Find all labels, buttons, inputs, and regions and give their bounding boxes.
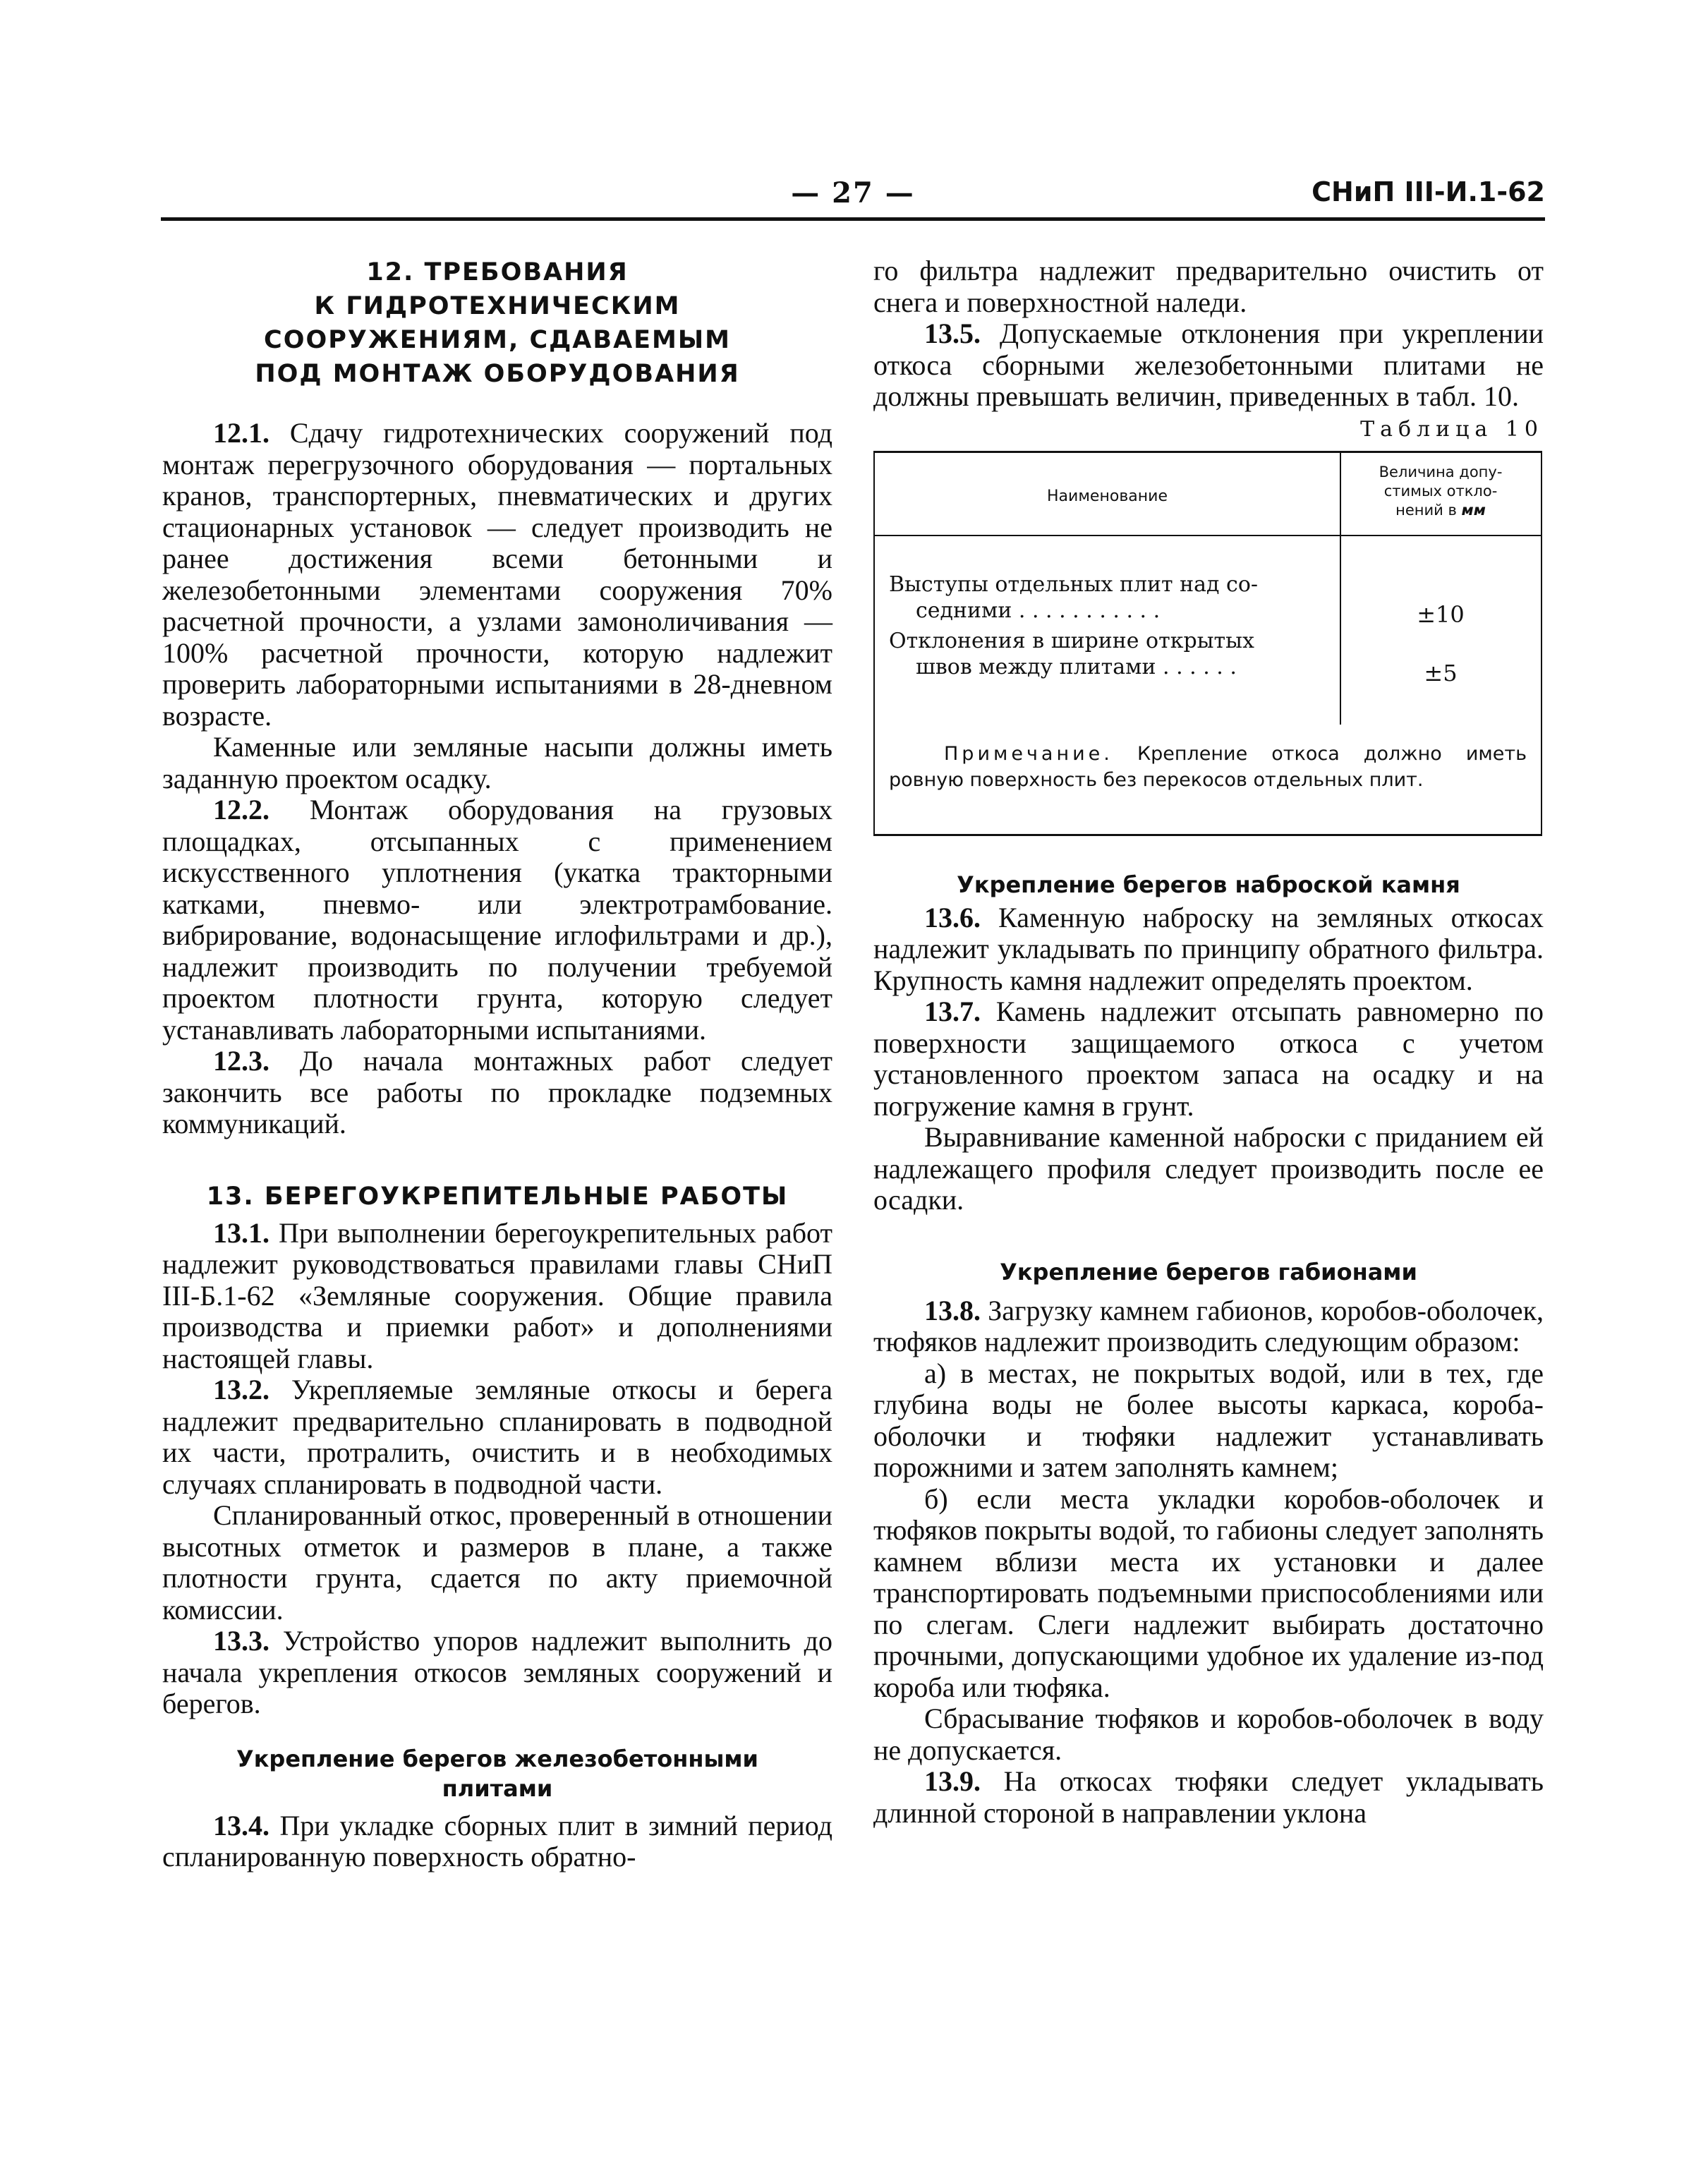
paragraph-12-3 [162,1046,832,1140]
table-header-unit: мм [1461,501,1486,519]
table-header-value-line: стимых откло- [1383,482,1498,500]
table-note [889,741,1527,793]
table-header-value-line: Величина допу- [1379,463,1503,480]
table-row-name: седними . . . . . . . . . . . [916,598,1161,623]
table-header-name: Наименование [1047,487,1168,505]
section-12-title [162,255,832,391]
table-row-name: Выступы отдельных плит над со- [889,571,1259,597]
page-header [161,176,1545,220]
paragraph-13-7b: Выравнивание каменной наброски с приданием ей надлежащего профиля следует производить после ее осадки. [873,1121,1544,1216]
clause-number: 13.8. [924,1294,981,1326]
paragraph-13-4 [162,1810,832,1873]
paragraph-12-2 [162,794,832,1046]
subsection-gabions: Укрепление берегов габионами [1000,1258,1417,1285]
table-header-value [1343,463,1538,520]
clause-number: 13.1. [213,1216,269,1249]
paragraph-12-1b: Каменные или земляные насыпи должны иметь заданную проектом осадку. [162,731,832,794]
paragraph-text: Сдачу гидротехнических сооружений под монтаж перегрузочного оборудования — портальных кранов, транспортерных, пневматических и других стационарных установок — следует производить не ранее достижения всеми бетонными и железобетонными элементами сооружения 70% расчетной прочности, а узлами замоноличивания — 100% расчетной прочности, которую надлежит проверить лабораторными испытаниями в 28-дневном возрасте. [162,417,832,732]
paragraph-12-1 [162,418,832,732]
paragraph-text: Допускаемые отклонения при укреплении откоса сборными железобетонными плитами не должны превышать величин, приведенных в табл. 10. [873,317,1544,412]
paragraph-13-2 [162,1374,832,1500]
section-12-title-line: 12. ТРЕБОВАНИЯ [366,258,629,286]
paragraph-13-5 [873,318,1544,413]
table-note-text: Крепление откоса должно иметь ровную поверхность без перекосов отдельных плит. [889,742,1527,791]
right-column [873,255,1544,1829]
subsection-title-line: Укрепление берегов железобетонными [236,1745,758,1772]
table-column-divider [1340,453,1341,725]
table-row-name: швов между плитами . . . . . . [916,654,1237,679]
table-header-value-line [1343,501,1538,520]
clause-number: 13.3. [213,1625,269,1657]
table-note-label: Примечание. [944,742,1113,765]
paragraph-text: Каменную наброску на земляных откосах надлежит укладывать по принципу обратного фильтра. Крупность камня надлежит определять проектом. [873,901,1544,996]
paragraph-text: Камень надлежит отсыпать равномерно по поверхности защищаемого откоса с учетом установленного проектом запаса на осадку и на погружение камня в грунт. [873,996,1544,1122]
clause-number: 13.9. [924,1765,981,1797]
left-column [162,255,832,1873]
paragraph-13-8c: Сбрасывание тюфяков и коробов-оболочек в воду не допускается. [873,1702,1544,1766]
paragraph-13-8 [873,1295,1544,1358]
paragraph-text: На откосах тюфяки следует укладывать длинной стороной в направлении уклона [873,1765,1544,1829]
clause-number: 13.6. [924,901,981,933]
table-row-value: ±5 [1424,659,1458,686]
table-caption: Таблица 10 [1360,416,1544,442]
document-code: СНиП III-И.1-62 [1312,176,1545,207]
table-header-divider [875,535,1541,536]
table-row-name: Отклонения в ширине открытых [889,628,1254,653]
tolerance-table [873,451,1542,836]
section-12-title-line: СООРУЖЕНИЯМ, СДАВАЕМЫМ [264,326,731,354]
paragraph-13-9 [873,1766,1544,1829]
section-12-title-line: ПОД МОНТАЖ ОБОРУДОВАНИЯ [255,360,740,388]
clause-number: 13.7. [924,996,981,1027]
paragraph-text: Устройство упоров надлежит выполнить до начала укрепления откосов земляных сооружений и берегов. [162,1625,832,1719]
paragraph-13-3 [162,1626,832,1720]
page-number: — 27 — [791,176,915,210]
subsection-concrete-slabs [162,1744,832,1803]
header-rule [161,217,1545,221]
paragraph-text: Загрузку камнем габионов, коробов-оболочек, тюфяков надлежит производить следующим образом: [873,1294,1544,1357]
paragraph-text: Монтаж оборудования на грузовых площадках, отсыпанных с применением искусственного уплотнения (укатка тракторными катками, пневмо- или электротрамбование. вибрирование, водонасыщение иглофильтрами и др.), надлежит производить по получении требуемой проектом плотности грунта, которую следует устанавливать лабораторными испытаниями. [162,794,832,1046]
paragraph-13-7 [873,996,1544,1122]
clause-number: 13.4. [213,1809,269,1841]
paragraph-text: При укладке сборных плит в зимний период спланированную поверхность обратно- [162,1809,832,1872]
table-row-value: ±10 [1417,600,1465,628]
clause-number: 12.3. [213,1045,269,1077]
paragraph-13-8b: б) если места укладки коробов-оболочек и тюфяков покрыты водой, то габионы следует заполнять камнем вблизи места их установки и далее транспортировать подъемными приспособлениями или по слегам. Слеги надлежит выбирать достаточно прочными, допускающими удобное их удаление из-под короба или тюфяка. [873,1482,1544,1703]
subsection-stone: Укрепление берегов наброской камня [957,871,1460,898]
clause-number: 12.1. [213,417,269,449]
table-row [889,571,1333,624]
paragraph-13-6 [873,902,1544,997]
paragraph-text: До начала монтажных работ следует закончить все работы по прокладке подземных коммуникаций. [162,1045,833,1139]
table-row [889,628,1333,680]
paragraph-13-4-continued: го фильтра надлежит предварительно очистить от снега и поверхностной наледи. [873,255,1544,318]
clause-number: 13.5. [924,317,981,349]
clause-number: 13.2. [213,1374,269,1405]
paragraph-13-1 [162,1218,832,1375]
paragraph-13-8a: а) в местах, не покрытых водой, или в тех, где глубина воды не более высоты каркаса, короба-оболочки и тюфяки надлежит устанавливать порожними и затем заполнять камнем; [873,1357,1544,1483]
paragraph-13-2b: Спланированный откос, проверенный в отношении высотных отметок и размеров в плане, а также плотности грунта, сдается по акту приемочной комиссии. [162,1499,832,1626]
clause-number: 12.2. [213,794,269,825]
subsection-title-line: плитами [442,1774,553,1802]
table-header-value-text: нений в [1395,501,1457,519]
paragraph-text: При выполнении берегоукрепительных работ надлежит руководствоваться правилами главы СНиП III-Б.1-62 «Земляные сооружения. Общие правила производства и приемки работ» и дополнениями настоящей главы. [162,1216,832,1374]
section-13-title: 13. БЕРЕГОУКРЕПИТЕЛЬНЫЕ РАБОТЫ [206,1182,789,1211]
paragraph-text: Укрепляемые земляные откосы и берега надлежит предварительно спланировать в подводной их части, протралить, очистить и в необходимых случаях спланировать в подводной части. [162,1374,833,1500]
section-12-title-line: К ГИДРОТЕХНИЧЕСКИМ [314,292,681,320]
